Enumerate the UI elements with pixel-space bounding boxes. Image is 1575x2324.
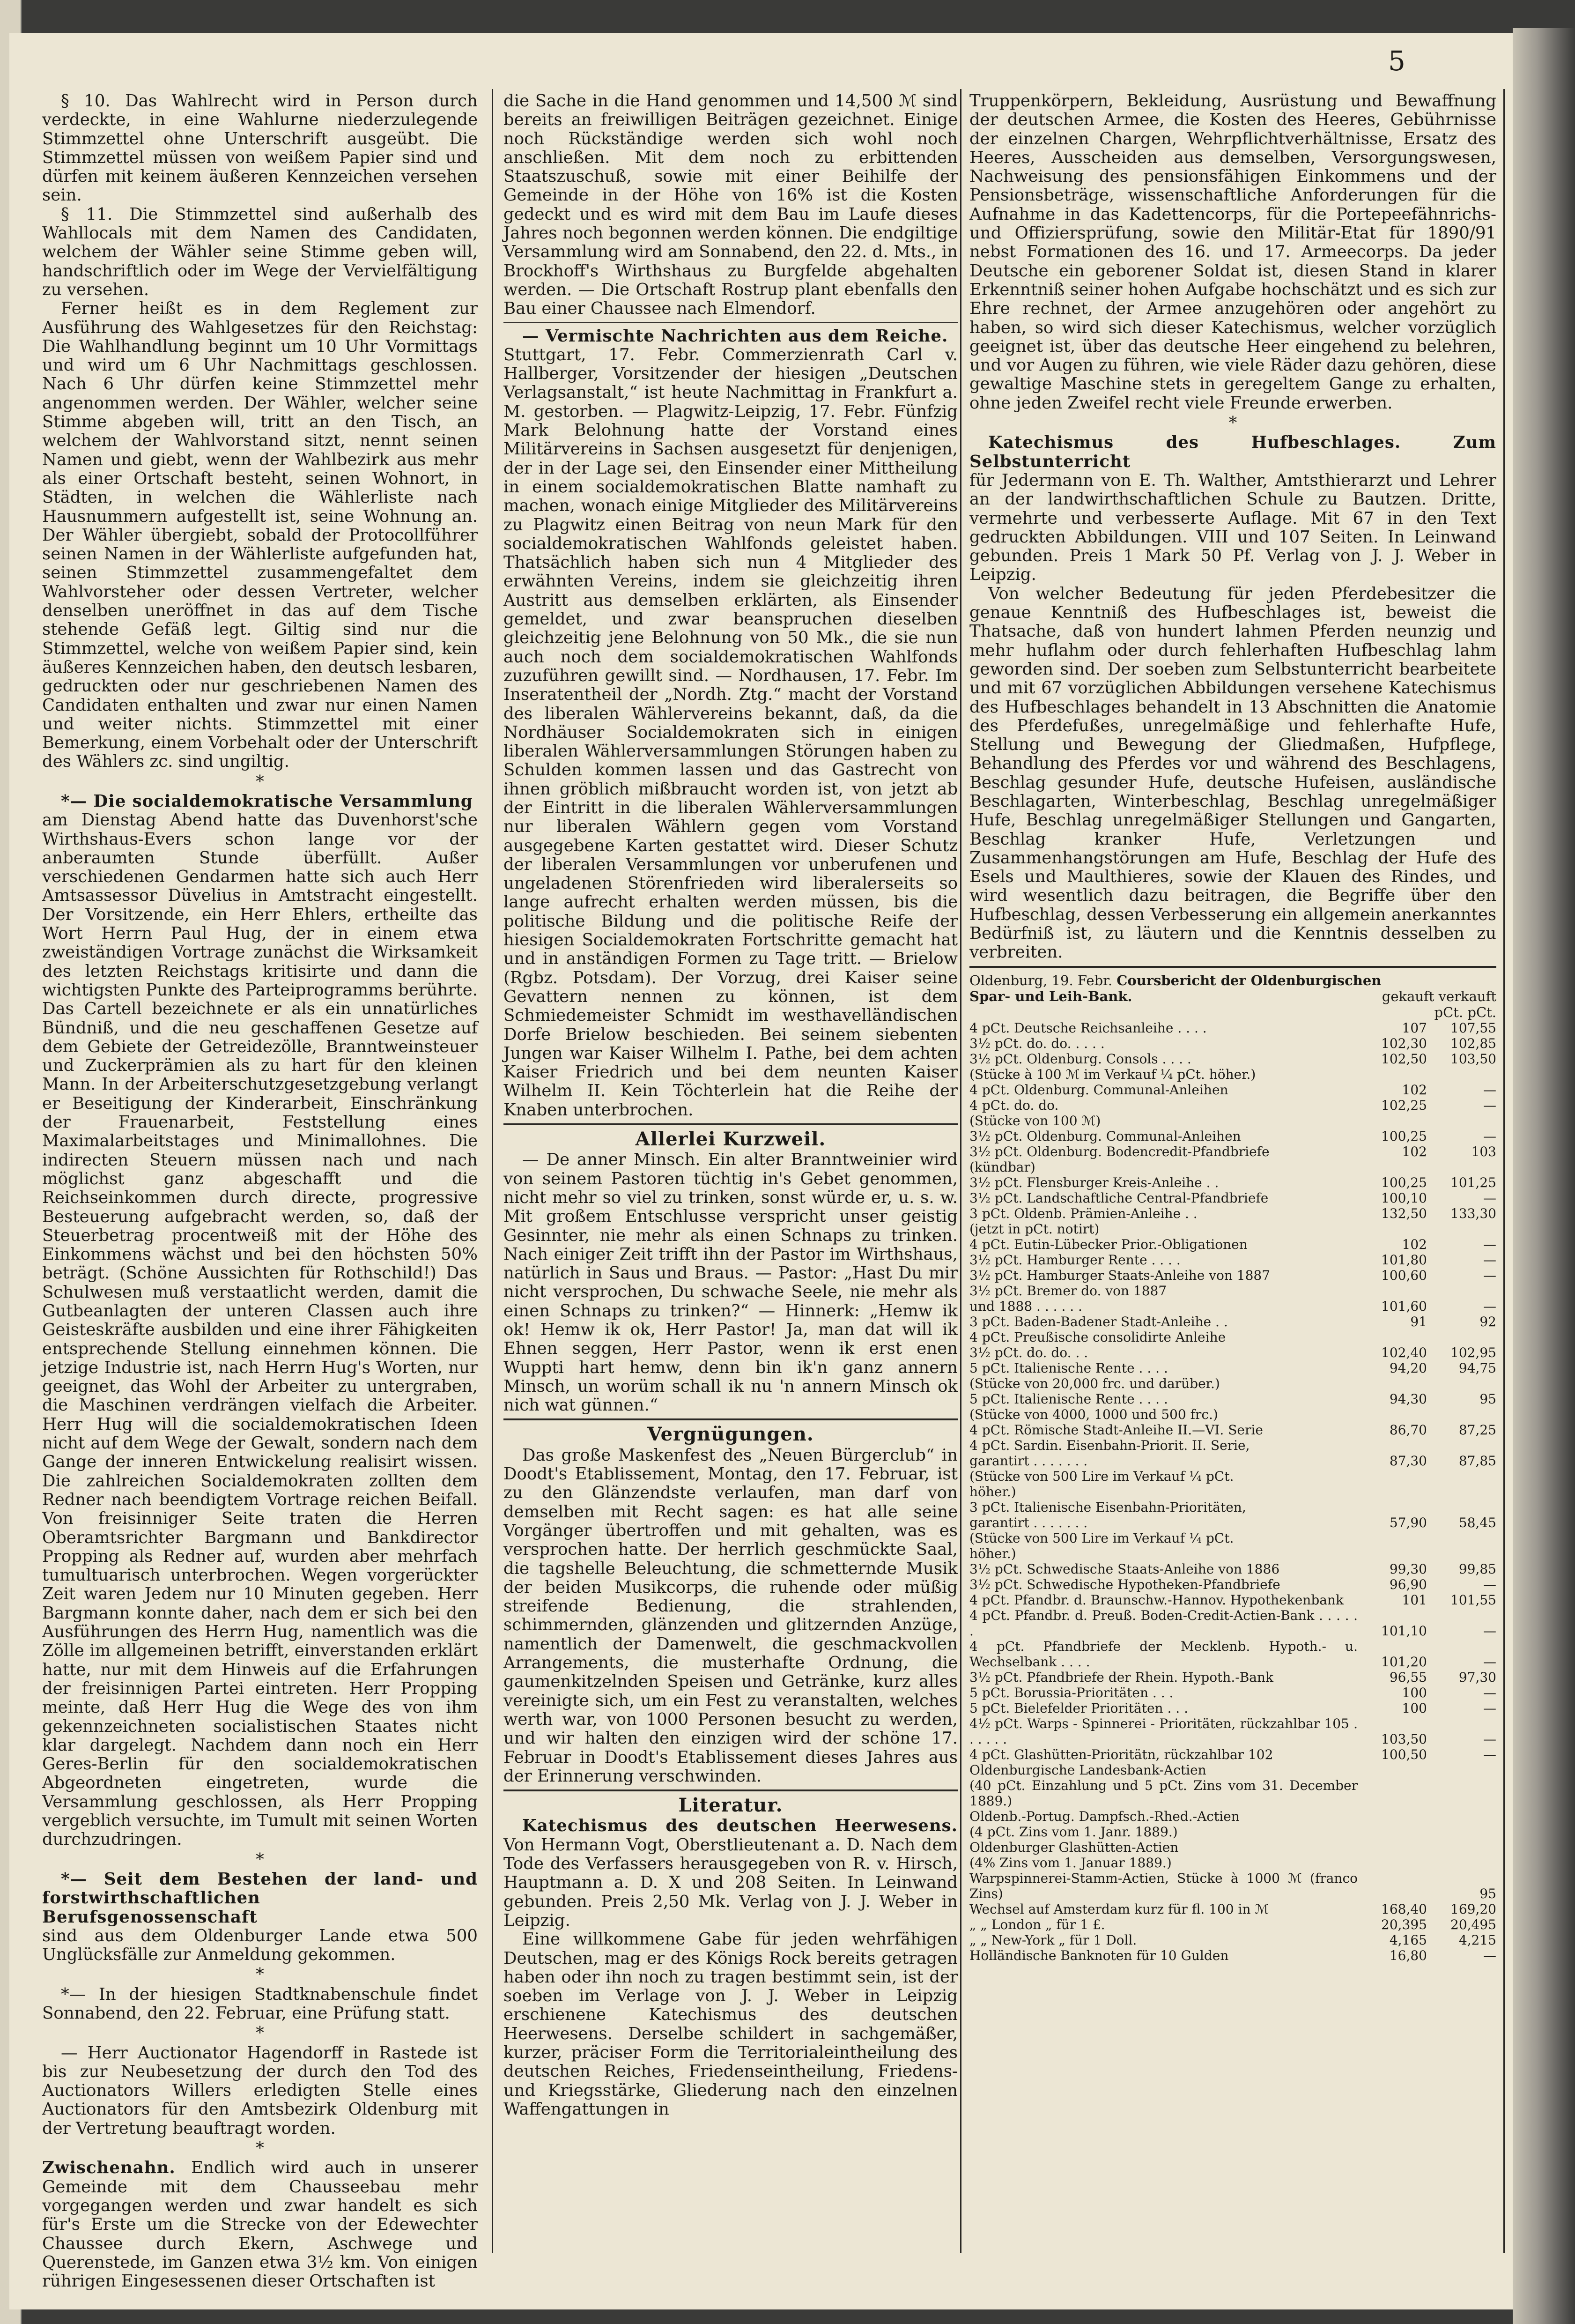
separator-star: * (256, 2138, 264, 2158)
paragraph: § 10. Das Wahlrecht wird in Person durch verdeckte, in eine Wahlurne niederzulegende Stimmzettel ohne Unterschrift ausgeübt. Die Stimmzettel müssen von weißem Papier sind und dürfen mit keinem äußeren Kennzeichen versehen sein. (42, 91, 478, 205)
heading-hufbeschlag: Katechismus des Hufbeschlages. Zum Selbstunterricht (969, 433, 1496, 471)
kurs-buy: 102,50 (1381, 1051, 1427, 1067)
kurs-name: „ „ London „ für 1 £. (969, 1916, 1105, 1932)
kurs-sell (1427, 1407, 1496, 1422)
kurs-sell: — (1483, 1685, 1496, 1700)
heading-zwischenahn: Zwischenahn. (42, 2158, 176, 2178)
kurs-buy (1358, 1762, 1427, 1778)
kurs-buy: 102 (1402, 1082, 1427, 1098)
kurs-name: 5 pCt. Italienische Rente . . . . (969, 1360, 1168, 1376)
kurs-buy: 103,50 (1381, 1731, 1427, 1747)
kurs-sell: — (1483, 1731, 1496, 1747)
kurs-name: (40 pCt. Einzahlung und 5 pCt. Zins vom 31. December 1889.) (969, 1777, 1358, 1809)
kurs-row (969, 1948, 1496, 1963)
kurs-sell: — (1483, 1623, 1496, 1639)
kurs-row (969, 1159, 1496, 1175)
kurs-buy: 102 (1402, 1143, 1427, 1159)
separator-star: * (1228, 413, 1237, 433)
kurs-sell (1427, 1855, 1496, 1871)
kurs-row (969, 1129, 1496, 1144)
column-3 (969, 92, 1496, 1963)
kurs-sell: 4,215 (1458, 1932, 1496, 1948)
kurs-columns: gekauft verkauft (1382, 988, 1496, 1004)
coursbericht-table (969, 1020, 1496, 1963)
kurs-row (969, 1252, 1496, 1268)
kurs-name: 3½ pCt. Oldenburg. Bodencredit-Pfandbriefe (969, 1143, 1270, 1159)
kurs-buy (1358, 1871, 1427, 1901)
kurs-row (969, 1221, 1496, 1237)
kurs-sell: 94,75 (1458, 1360, 1496, 1376)
kurs-row (969, 1500, 1496, 1515)
kurs-sell (1427, 1438, 1496, 1453)
kurs-buy (1358, 1500, 1427, 1515)
kurs-name: (Stücke à 100 ℳ im Verkauf ¼ pCt. höher.) (969, 1066, 1256, 1082)
kurs-name: (4% Zins vom 1. Januar 1889.) (969, 1855, 1172, 1871)
kurs-sell: — (1483, 1190, 1496, 1206)
book-edge (1513, 28, 1575, 2324)
kurs-name: Oldenburgische Landesbank-Actien (969, 1762, 1206, 1778)
kurs-title: Coursbericht der Oldenburgischen (1117, 972, 1382, 988)
kurs-name: (Stücke von 500 Lire im Verkauf ¼ pCt. (969, 1530, 1234, 1546)
kurs-name: 4 pCt. Pfandbriefe der Mecklenb. Hypoth.- u. Wechselbank . . . . (969, 1638, 1358, 1670)
divider (969, 966, 1496, 968)
paragraph: Ferner heißt es in dem Reglement zur Ausführung des Wahlgesetzes für den Reichstag: Die Wahlhandlung beginnt um 10 Uhr Vormittags und wird um 6 Uhr Nachmittags geschlossen. Nach 6 Uhr dürfen keine Stimmzettel mehr angenommen werden. Der Wähler, welcher seine Stimme abgeben will, tritt an den Tisch, an welchem der Wahlvorstand sitzt, nennt seinen Namen und giebt, wenn der Wahlbezirk aus mehr als einer Ortschaft besteht, seinen Wohnort, in Städten, in welchen die Wählerliste nach Hausnummern aufgestellt ist, seine Wohnung an. Der Wähler übergiebt, sobald der Protocollführer seinen Namen in der Wählerliste aufgefunden hat, seinen Stimmzettel zusammengefaltet dem Wahlvorsteher oder dessen Vertreter, welcher denselben uneröffnet in das auf dem Tische stehende Gefäß legt. Giltig sind nur die Stimmzettel, welche von weißem Papier sind, kein äußeres Kennzeichen haben, den deutsch lesbaren, gedruckten oder nur geschriebenen Namen des Candidaten enthalten und zwar nur einen Namen und weiter nichts. Stimmzettel mit einer Bemerkung, einem Vorbehalt oder der Unterschrift des Wählers zc. sind ungiltig. (42, 299, 478, 772)
kurs-row (969, 1113, 1496, 1129)
kurs-sell: 101,25 (1450, 1174, 1496, 1190)
kurs-sell: — (1483, 1576, 1496, 1592)
kurs-sell: 87,85 (1458, 1453, 1496, 1469)
kurs-buy: 100,60 (1381, 1267, 1427, 1283)
kurs-sell: — (1483, 1654, 1496, 1670)
kurs-row (969, 1932, 1496, 1948)
kurs-sell (1427, 1824, 1496, 1840)
kurs-buy: 99,30 (1389, 1561, 1427, 1577)
kurs-buy: 87,30 (1389, 1453, 1427, 1469)
kurs-buy (1358, 1809, 1427, 1824)
kurs-sell: 99,85 (1458, 1561, 1496, 1577)
paragraph: Das große Maskenfest des „Neuen Bürgerclub“ in Doodt's Etablissement, Montag, den 17. Februar, ist zu den Glänzendste verlaufen, man darf von demselben mit Recht sagen: es hat alle seine Vorgänger übertroffen und mit gehalten, was es versprochen hatte. Der herrlich geschmückte Saal, die tagshelle Beleuchtung, die schmetternde Musik der beiden Musikcorps, die ruhende oder müßig streifende Bedienung, die strahlenden, schimmernden, glänzenden und glitzernden Anzüge, namentlich der Damenwelt, die geschmackvollen Arrangements, die musterhafte Ordnung, die gaumenkitzelnden Speisen und Getränke, kurz alles vereinigte sich, um ein Fest zu veranstalten, welches werth war, von 1000 Personen besucht zu werden, und wir halten den einzigen wird der schöne 17. Februar in Doodt's Etablissement dieses Jahres aus der Erinnerung verschwinden. (503, 1445, 958, 1786)
kurs-sell (1427, 1840, 1496, 1855)
kurs-buy (1358, 1530, 1427, 1546)
kurs-buy: 4,165 (1389, 1932, 1427, 1948)
kurs-name: 4 pCt. Deutsche Reichsanleihe . . . . (969, 1020, 1207, 1036)
kurs-buy: 91 (1410, 1314, 1427, 1329)
kurs-name: 4 pCt. Pfandbr. d. Braunschw.-Hannov. Hypothekenbank (969, 1592, 1344, 1608)
kurs-buy: 96,90 (1389, 1576, 1427, 1592)
kurs-row (969, 1917, 1496, 1932)
kurs-sell: — (1483, 1128, 1496, 1144)
kurs-sell: 87,25 (1458, 1422, 1496, 1438)
paragraph: Stuttgart, 17. Febr. Commerzienrath Carl v. Hallberger, Vorsitzender der hiesigen „Deutschen Verlagsanstalt,“ ist heute Nachmittag in Frankfurt a. M. gestorben. — Plagwitz-Leipzig, 17. Febr. Fünfzig Mark Belohnung hatte der Vorstand eines Militärvereins in Sachsen ausgesetzt für denjenigen, der in der Lage sei, den Einsender einer Mittheilung in einem socialdemokratischen Blatte namhaft zu machen, wonach einige Mitglieder des Militärvereins zu Plagwitz einen Beitrag von neun Mark für den socialdemokratischen Wahlfonds geleistet haben. Thatsächlich haben sich nun 4 Mitglieder des erwähnten Vereins, indem sie gleichzeitig ihren Austritt aus demselben erklärten, als Einsender gemeldet, und zwar beanspruchen dieselben gleichzeitig jene Belohnung von 50 Mk., die sie nun auch noch dem socialdemokratischen Wahlfonds zuzuführen gewillt sind. — Nordhausen, 17. Febr. Im Inseratentheil der „Nordh. Ztg.“ macht der Vorstand des liberalen Wählervereins bekannt, daß, da die Nordhäuser Socialdemokraten sich in einigen liberalen Wählerversammlungen Störungen haben zu Schulden kommen lassen und das Gastrecht von ihnen gröblich mißbraucht worden ist, von jetzt ab der Eintritt in die liberalen Wählerversammlungen nur liberalen Wählern gegen vom Vorstand ausgegebene Karten gestattet wird. Dieser Schutz der liberalen Versammlungen vor unberufenen und ungeladenen Störenfrieden wird liberalerseits so lange aufrecht erhalten werden müssen, bis die politische Bildung und die politische Reife der hiesigen Socialdemokraten Fortschritte gemacht hat und in anständigen Formen zu Tage tritt. — Brielow (Rgbz. Potsdam). Der Vorzug, drei Kaiser seine Gevattern nennen zu können, ist dem Schmiedemeister Schmidt im westhavelländischen Dorfe Brielow beschieden. Bei seinem siebenten Jungen war Kaiser Wilhelm I. Pathe, bei dem achten Kaiser Friedrich und bei dem neunten Kaiser Wilhelm II. Kein Töchterlein hat die Reihe der Knaben unterbrochen. (503, 345, 958, 1120)
kurs-row (969, 1453, 1496, 1469)
kurs-row (969, 1639, 1496, 1670)
kurs-buy: 100 (1402, 1700, 1427, 1716)
kurs-row (969, 1407, 1496, 1422)
separator-star: * (256, 772, 264, 791)
kurs-sell (1427, 1329, 1496, 1345)
kurs-sell (1427, 1546, 1496, 1561)
kurs-date: Oldenburg, 19. Febr. (969, 972, 1113, 988)
kurs-buy: 101,80 (1381, 1252, 1427, 1268)
kurs-sell: 97,30 (1458, 1669, 1496, 1685)
heading-literatur: Literatur. (678, 1794, 783, 1817)
book-title: Katechismus des deutschen Heerwesens. (522, 1816, 958, 1836)
kurs-row (969, 1268, 1496, 1283)
kurs-row (969, 1036, 1496, 1051)
kurs-sell (1427, 1283, 1496, 1299)
kurs-row (969, 1299, 1496, 1314)
divider (503, 1789, 958, 1791)
newspaper-page (9, 33, 1513, 2309)
kurs-name: (kündbar) (969, 1159, 1035, 1175)
paragraph: Truppenkörpern, Bekleidung, Ausrüstung und Bewaffnung der deutschen Armee, die Kosten des Heeres, Gebührnisse der einzelnen Chargen, Wehrpflichtverhältnisse, Ersatz des Heeres, Ausscheiden aus demselben, Versorgungswesen, Nachweisung des pensionsfähigen Einkommens und der Pensionsbeträge, wissenschaftliche Anforderungen für die Aufnahme in das Kadettencorps, für die Portepeefähnrichs- und Offiziersprüfung, sowie den Militär-Etat für 1890/91 nebst Formationen des 16. und 17. Armeecorps. Da jeder Deutsche ein geborener Soldat ist, diesen Stand in klarer Erkenntniß seiner hohen Aufgabe hochschätzt und es sich zur Ehre rechnet, der Armee anzugehören oder angehört zu haben, so wird sich dieser Katechismus, welcher vorzüglich geeignet ist, über das deutsche Heer eingehend zu belehren, und vor Augen zu führen, wie viele Räder dazu gehören, diese gewaltige Maschine stets in geregeltem Gange zu erhalten, ohne jeden Zweifel recht viele Freunde erwerben. (969, 91, 1496, 413)
kurs-sell (1427, 1113, 1496, 1129)
kurs-row (969, 1762, 1496, 1778)
kurs-buy: 16,80 (1389, 1947, 1427, 1963)
paragraph: Eine willkommene Gabe für jeden wehrfähigen Deutschen, mag er des Königs Rock bereits getragen haben oder ihn noch zu tragen bestimmt sein, ist der soeben im Verlage von J. J. Weber in Leipzig erschienene Katechismus des deutschen Heerwesens. Derselbe schildert in sachgemäßer, kurzer, präciser Form die Territorialeintheilung des deutschen Reiches, Friedenseintheilung, Friedens- und Kriegsstärke, Gliederung nach den einzelnen Waffengattungen in (503, 1930, 958, 2119)
kurs-row (969, 1190, 1496, 1206)
kurs-row (969, 1314, 1496, 1329)
kurs-sell: 95 (1479, 1391, 1496, 1407)
kurs-name: (Stücke von 20,000 frc. und darüber.) (969, 1375, 1220, 1391)
paragraph: sind aus dem Oldenburger Lande etwa 500 Unglücksfälle zur Anmeldung gekommen. (42, 1926, 478, 1965)
kurs-sell: — (1483, 1700, 1496, 1716)
kurs-sell (1427, 1159, 1496, 1175)
kurs-row (969, 1438, 1496, 1453)
kurs-buy: 100,25 (1381, 1128, 1427, 1144)
paragraph-stadtknabenschule: *— In der hiesigen Stadtknabenschule findet Sonnabend, den 22. Februar, eine Prüfung statt. (42, 1984, 478, 2023)
kurs-name: 3 pCt. Italienische Eisenbahn-Prioritäten, (969, 1499, 1246, 1515)
kurs-buy: 100,25 (1381, 1174, 1427, 1190)
kurs-name: 3½ pCt. do. do. . . . . (969, 1035, 1105, 1051)
kurs-sell: 95 (1479, 1886, 1496, 1901)
kurs-row (969, 1824, 1496, 1840)
kurs-buy: 20,395 (1381, 1916, 1427, 1932)
kurs-row (969, 1484, 1496, 1500)
page-rule (1503, 89, 1505, 2253)
kurs-sell: — (1483, 1252, 1496, 1268)
kurs-name: Oldenb.-Portug. Dampfsch.-Rhed.-Actien (969, 1808, 1240, 1824)
paragraph: Von Hermann Vogt, Oberstlieutenant a. D. Nach dem Tode des Verfassers herausgegeben von R. v. Hirsch, Hauptmann a. D. X und 208 Seiten. In Leinwand gebunden. Preis 2,50 Mk. Verlag von J. J. Weber in Leipzig. (503, 1835, 958, 1930)
kurs-row (969, 1144, 1496, 1159)
kurs-name: 5 pCt. Italienische Rente . . . . (969, 1391, 1168, 1407)
paragraph: § 11. Die Stimmzettel sind außerhalb des Wahllocals mit dem Namen des Candidaten, welchem der Wähler seine Stimme geben will, handschriftlich oder im Wege der Vervielfältigung zu versehen. (42, 204, 478, 299)
kurs-buy: 101 (1402, 1592, 1427, 1608)
kurs-name: 3½ pCt. Bremer do. von 1887 (969, 1283, 1167, 1299)
kurs-row (969, 1376, 1496, 1391)
kurs-name: 3 pCt. Oldenb. Prämien-Anleihe . . (969, 1205, 1198, 1221)
kurs-buy: 107 (1402, 1020, 1427, 1036)
paragraph: Endlich wird auch in unserer Gemeinde mit dem Chausseebau mehr vorgegangen werden und zwar handelt es sich für's Erste um die Strecke von der Edewechter Chaussee durch Ekern, Aschwege und Querenstede, im Ganzen etwa 3½ km. Von einigen rührigen Eingesessenen dieser Ortschaften ist (42, 2158, 478, 2291)
kurs-row (969, 1329, 1496, 1345)
kurs-buy (1358, 1329, 1427, 1345)
kurs-name: 5 pCt. Borussia-Prioritäten . . . (969, 1685, 1174, 1700)
kurs-row (969, 1391, 1496, 1407)
coursbericht-header (969, 973, 1496, 1020)
kurs-row (969, 1546, 1496, 1561)
kurs-bank: Spar- und Leih-Bank. (969, 988, 1132, 1004)
kurs-buy (1358, 1113, 1427, 1129)
kurs-sell (1427, 1500, 1496, 1515)
divider (503, 322, 958, 323)
kurs-name: Holländische Banknoten für 10 Gulden (969, 1947, 1229, 1963)
kurs-row (969, 1206, 1496, 1221)
divider (503, 1123, 958, 1125)
kurs-buy: 100 (1402, 1685, 1427, 1700)
kurs-row (969, 1716, 1496, 1747)
paragraph: für Jedermann von E. Th. Walther, Amtsthierarzt und Lehrer an der landwirthschaftlichen Schule zu Bautzen. Dritte, vermehrte und verbesserte Auflage. Mit 67 in den Text gedruckten Abbildungen. VIII und 107 Seiten. In Leinwand gebunden. Preis 1 Mark 50 Pf. Verlag von J. J. Weber in Leipzig. (969, 470, 1496, 585)
kurs-row (969, 1469, 1496, 1484)
kurs-row (969, 1422, 1496, 1438)
kurs-buy (1358, 1840, 1427, 1855)
kurs-row (969, 1082, 1496, 1098)
kurs-buy: 102,40 (1381, 1344, 1427, 1360)
kurs-name: garantirt . . . . . . . (969, 1453, 1088, 1469)
kurs-row (969, 1020, 1496, 1036)
kurs-sell: 169,20 (1450, 1901, 1496, 1917)
kurs-buy: 132,50 (1381, 1205, 1427, 1221)
kurs-buy (1358, 1546, 1427, 1561)
kurs-buy (1358, 1824, 1427, 1840)
kurs-name: Oldenburger Glashütten-Actien (969, 1839, 1179, 1855)
heading-kurzweil: Allerlei Kurzweil. (635, 1128, 826, 1151)
kurs-sell: 101,55 (1450, 1592, 1496, 1608)
kurs-sell: — (1483, 1267, 1496, 1283)
kurs-buy (1358, 1221, 1427, 1237)
kurs-row (969, 1283, 1496, 1299)
separator-star: * (256, 2023, 264, 2043)
kurs-buy (1358, 1067, 1427, 1082)
kurs-sell (1427, 1809, 1496, 1824)
kurs-name: garantirt . . . . . . . (969, 1515, 1088, 1530)
kurs-buy: 94,20 (1389, 1360, 1427, 1376)
separator-star: * (256, 1965, 264, 1984)
kurs-name: (Stücke von 100 ℳ) (969, 1113, 1101, 1129)
kurs-name: höher.) (969, 1545, 1016, 1561)
kurs-row (969, 1747, 1496, 1762)
heading-social: *— Die socialdemokratische Versammlung (61, 791, 473, 811)
kurs-sell: — (1483, 1298, 1496, 1314)
paragraph: die Sache in die Hand genommen und 14,500 ℳ sind bereits an freiwilligen Beiträgen gezeichnet. Einige noch Rückständige werden sich wohl noch anschließen. Mit dem noch zu erbittenden Staatszuschuß, sowie mit einer Beihilfe der Gemeinde in der Höhe von 16% ist die Kosten gedeckt und es wird mit dem Bau im Laufe dieses Jahres noch begonnen werden können. Die endgiltige Versammlung wird am Sonnabend, den 22. d. Mts., in Brockhoff's Wirthshaus zu Burgfelde abgehalten werden. — Die Ortschaft Rostrup plant ebenfalls den Bau einer Chaussee nach Elmendorf. (503, 91, 958, 319)
paragraph: Von welcher Bedeutung für jeden Pferdebesitzer die genaue Kenntniß des Hufbeschlages ist, beweist die Thatsache, daß von hundert lahmen Pferden neunzig und mehr huflahm oder durch fehlerhaften Hufbeschlag lahm geworden sind. Der soeben zum Selbstunterricht bearbeitete und mit 67 vorzüglichen Abbildungen versehene Katechismus des Hufbeschlages behandelt in 13 Abschnitten die Anatomie des Pferdefußes, unregelmäßige und fehlerhafte Hufe, Stellung und Bewegung der Gliedmaßen, Hufpflege, Behandlung des Pferdes vor und während des Beschlagens, Beschlag gesunder Hufe, deutsche Hufeisen, ausländische Beschlagarten, Winterbeschlag, Beschlag unregelmäßiger Hufe, Beschlag unregelmäßiger Stellungen und Gangarten, Beschlag kranker Hufe, Verletzungen und Zusammenhangstörungen am Hufe, Beschlag der Hufe des Esels und Maulthieres, sowie der Klauen des Rindes, und wird wesentlich dazu beitragen, die Begriffe über den Hufbeschlag, dessen Verbesserung ein allgemein anerkanntes Bedürfniß ist, zu läutern und die Kenntnis desselben zu verbreiten. (969, 584, 1496, 962)
kurs-name: 3½ pCt. Hamburger Staats-Anleihe von 1887 (969, 1267, 1271, 1283)
kurs-row (969, 1855, 1496, 1871)
kurs-buy (1358, 1438, 1427, 1453)
kurs-buy: 102 (1402, 1236, 1427, 1252)
kurs-buy: 100,50 (1381, 1746, 1427, 1762)
kurs-sell: — (1483, 1236, 1496, 1252)
kurs-name: 3½ pCt. Landschaftliche Central-Pfandbriefe (969, 1190, 1269, 1206)
kurs-buy (1358, 1283, 1427, 1299)
kurs-sell: 92 (1479, 1314, 1496, 1329)
kurs-row (969, 1067, 1496, 1082)
kurs-name: 4 pCt. Pfandbr. d. Preuß. Boden-Credit-Actien-Bank . . . . . . (969, 1607, 1358, 1639)
kurs-buy (1358, 1407, 1427, 1422)
kurs-name: 5 pCt. Bielefelder Prioritäten . . . (969, 1700, 1188, 1716)
kurs-row (969, 1778, 1496, 1809)
kurs-buy (1358, 1855, 1427, 1871)
column-2 (503, 92, 958, 2119)
divider (503, 1418, 958, 1420)
column-rule (492, 89, 493, 2253)
kurs-buy: 57,90 (1389, 1515, 1427, 1530)
kurs-name: „ „ New-York „ für 1 Doll. (969, 1932, 1137, 1948)
kurs-name: Wechsel auf Amsterdam kurz für fl. 100 in ℳ (969, 1901, 1269, 1917)
kurs-sell: 102,85 (1450, 1035, 1496, 1051)
kurs-name: 4 pCt. do. do. (969, 1097, 1059, 1113)
kurs-name: 3½ pCt. Schwedische Hypotheken-Pfandbriefe (969, 1576, 1280, 1592)
kurs-sell (1427, 1469, 1496, 1484)
kurs-name: (Stücke von 4000, 1000 und 500 frc.) (969, 1406, 1218, 1422)
kurs-row (969, 1098, 1496, 1113)
kurs-buy: 101,10 (1381, 1623, 1427, 1639)
kurs-name: 3½ pCt. Hamburger Rente . . . . (969, 1252, 1181, 1268)
kurs-sell: 103 (1471, 1143, 1496, 1159)
kurs-buy: 94,30 (1389, 1391, 1427, 1407)
kurs-sell (1427, 1762, 1496, 1778)
page-number: 5 (1388, 45, 1405, 77)
kurs-row (969, 1345, 1496, 1360)
kurs-name: 4 pCt. Sardin. Eisenbahn-Priorit. II. Serie, (969, 1437, 1250, 1453)
kurs-row (969, 1530, 1496, 1546)
kurs-sell (1427, 1484, 1496, 1500)
kurs-buy: 101,60 (1381, 1298, 1427, 1314)
kurs-row (969, 1809, 1496, 1824)
kurs-name: Warpspinnerei-Stamm-Actien, Stücke à 1000 ℳ (franco Zins) (969, 1870, 1358, 1901)
kurs-name: (4 pCt. Zins vom 1. Janr. 1889.) (969, 1824, 1178, 1840)
kurs-name: 3½ pCt. Pfandbriefe der Rhein. Hypoth.-Bank (969, 1669, 1273, 1685)
kurs-name: 4 pCt. Preußische consolidirte Anleihe (969, 1329, 1226, 1345)
kurs-sell: 20,495 (1450, 1916, 1496, 1932)
kurs-row (969, 1175, 1496, 1190)
kurs-row (969, 1237, 1496, 1252)
kurs-row (969, 1871, 1496, 1901)
kurs-sell (1427, 1221, 1496, 1237)
kurs-buy (1358, 1376, 1427, 1391)
kurs-name: höher.) (969, 1484, 1016, 1500)
kurs-row (969, 1901, 1496, 1917)
kurs-sell: — (1483, 1947, 1496, 1963)
kurs-name: 3 pCt. Baden-Badener Stadt-Anleihe . . (969, 1314, 1228, 1329)
kurs-buy: 168,40 (1381, 1901, 1427, 1917)
kurs-name: 4½ pCt. Warps - Spinnerei - Prioritäten, rückzahlbar 105 . . . . . . (969, 1715, 1358, 1747)
kurs-buy: 102,30 (1381, 1035, 1427, 1051)
kurs-name: 3½ pCt. Oldenburg. Consols . . . . (969, 1051, 1191, 1067)
kurs-row (969, 1840, 1496, 1855)
kurs-row (969, 1515, 1496, 1530)
paragraph-auctionator: — Herr Auctionator Hagendorff in Rastede ist bis zur Neubesetzung der durch den Tod des Auctionators Willers erledigten Stelle eines Auctionators für den Amtsbezirk Oldenburg mit der Vertretung beauftragt worden. (42, 2043, 478, 2138)
kurs-name: 4 pCt. Eutin-Lübecker Prior.-Obligationen (969, 1236, 1248, 1252)
kurs-name: 3½ pCt. Schwedische Staats-Anleihe von 1886 (969, 1561, 1280, 1577)
kurs-row (969, 1700, 1496, 1716)
kurs-row (969, 1670, 1496, 1685)
kurs-name: 3½ pCt. do. do. . . (969, 1344, 1088, 1360)
kurs-sell: 103,50 (1450, 1051, 1496, 1067)
kurs-sell (1427, 1376, 1496, 1391)
heading-vermischte: — Vermischte Nachrichten aus dem Reiche. (522, 326, 948, 346)
heading-berufsgenossenschaft: *— Seit dem Bestehen der land- und forstwirthschaftlichen Berufsgenossenschaft (42, 1869, 478, 1927)
paragraph: am Dienstag Abend hatte das Duvenhorst'sche Wirthshaus-Evers schon lange vor der anberaumten Stunde überfüllt. Außer verschiedenen Gendarmen hatte sich auch Herr Amtsassessor Düvelius in Amtstracht eingestellt. Der Vorsitzende, ein Herr Ehlers, ertheilte das Wort Herrn Paul Hug, der in einem etwa zweiständigen Vortrage zunächst die Wirksamkeit des letzten Reichstags kritisirte und dann die wichtigsten Punkte des Parteiprogramms berührte. Das Cartell bezeichnete er als ein unnatürliches Bündniß, und die neu geschaffenen Gesetze auf dem Gebiete der Getreidezölle, Branntweinsteuer und Zuckerprämien als zu hart für den kleinen Mann. In der Arbeiterschutzgesetzgebung verlangt er Beseitigung der Kinderarbeit, Einschränkung der Frauenarbeit, Feststellung eines Maximalarbeitstages und Minimallohnes. Die indirecten Steuern müssen nach und nach möglichst ganz abgeschafft und die Reichseinkommen durch directe, progressive Besteuerung aufgebracht werden, so, daß der Steuerbetrag procentweiß mit der Höhe des Einkommens wächst und bei den höchsten 50% beträgt. (Schöne Aussichten für Rothschild!) Das Schulwesen muß verstaatlicht werden, damit die Gutbeanlagten der unteren Classen auch ihre Geisteskräfte ausbilden und eine ihrer Fähigkeiten entsprechende Stellung einnehmen können. Die jetzige Industrie ist, nach Herrn Hug's Worten, nur geeignet, das Wohl der Arbeiter zu untergraben, die Maschinen verdrängen vielfach die Arbeiter. Herr Hug will die socialdemokratischen Ideen nicht auf dem Wege der Gewalt, sondern nach dem Gange der inneren Entwickelung realisirt wissen. Die zahlreichen Socialdemokraten zollten dem Redner nach beendigtem Vortrage reichen Beifall. Von freisinniger Seite traten die Herren Oberamtsrichter Bargmann und Bankdirector Propping als Redner auf, wurden aber mehrfach tumultuarisch unterbrochen. Wegen vorgerückter Zeit waren Jedem nur 10 Minuten gegeben. Herr Bargmann konnte daher, nach dem er sich bei den Ausführungen des Herrn Hug, namentlich was die Zölle im allgemeinen betrifft, einverstanden erklärt hatte, nur mit dem Hinweis auf die Erfahrungen der freisinnigen Partei eintreten. Herr Propping meinte, daß Herr Hug die Wege des von ihm gekennzeichneten socialistischen Staates nicht klar dargelegt. Nachdem dann noch ein Herr Geres-Berlin für den socialdemokratischen Abgeordneten eingetreten, wurde die Versammlung geschlossen, als Herr Propping vergeblich versuchte, im Tumult mit seinen Worten durchzudringen. (42, 810, 478, 1849)
kurs-buy (1358, 1469, 1427, 1484)
kurs-sell: 102,95 (1450, 1344, 1496, 1360)
kurs-row (969, 1577, 1496, 1592)
kurs-buy: 96,55 (1389, 1669, 1427, 1685)
kurs-sell: — (1483, 1746, 1496, 1762)
kurs-sell (1427, 1067, 1496, 1082)
kurs-row (969, 1608, 1496, 1639)
column-rule (960, 89, 961, 2253)
kurs-row (969, 1360, 1496, 1376)
kurs-sell: — (1483, 1082, 1496, 1098)
kurs-row (969, 1051, 1496, 1067)
kurs-name: 4 pCt. Oldenburg. Communal-Anleihen (969, 1082, 1228, 1098)
kurs-sell: 107,55 (1450, 1020, 1496, 1036)
kurs-row (969, 1592, 1496, 1608)
kurs-name: 4 pCt. Glashütten-Prioritätn, rückzahlbar 102 (969, 1746, 1273, 1762)
kurs-sell: 133,30 (1450, 1205, 1496, 1221)
heading-vergnuegungen: Vergnügungen. (647, 1423, 814, 1446)
separator-star: * (256, 1849, 264, 1869)
kurs-buy: 100,10 (1381, 1190, 1427, 1206)
column-1 (42, 92, 478, 2291)
kurs-name: (Stücke von 500 Lire im Verkauf ¼ pCt. (969, 1468, 1234, 1484)
kurs-name: 4 pCt. Römische Stadt-Anleihe II.—VI. Serie (969, 1422, 1263, 1438)
kurs-buy: 102,25 (1381, 1097, 1427, 1113)
kurs-row (969, 1685, 1496, 1700)
paragraph: — De anner Minsch. Ein alter Branntweinier wird von seinem Pastoren tüchtig in's Gebet genommen, nicht mehr so viel zu trinken, sonst würde er, u. s. w. Mit großem Entschlusse verspricht unser geistig Gesinnter, nie mehr als einen Schnaps zu trinken. Nach einiger Zeit trifft ihn der Pastor im Wirthshaus, natürlich in Saus und Braus. — Pastor: „Hast Du mir nicht versprochen, Du schwache Seele, nie mehr als einen Schnaps zu trinken?“ — Hinnerk: „Hemw ik ok! Hemw ik ok, Herr Pastor! Ja, man dat will ik Ehnen seggen, Herr Pastor, wenn ik erst enen Wuppti hart hemw, denn bin ik'n ganz annern Minsch, un worüm schall ik nu 'n annern Minsch ok nich wat günnen.“ (503, 1150, 958, 1415)
kurs-buy: 101,20 (1381, 1654, 1427, 1670)
kurs-name: 3½ pCt. Flensburger Kreis-Anleihe . . (969, 1174, 1219, 1190)
kurs-sell (1427, 1530, 1496, 1546)
kurs-sell (1427, 1778, 1496, 1809)
kurs-buy (1358, 1159, 1427, 1175)
kurs-name: (jetzt in pCt. notirt) (969, 1221, 1100, 1237)
kurs-name: 3½ pCt. Oldenburg. Communal-Anleihen (969, 1128, 1241, 1144)
kurs-sell: 58,45 (1458, 1515, 1496, 1530)
kurs-buy (1358, 1778, 1427, 1809)
kurs-sell: — (1483, 1097, 1496, 1113)
kurs-buy: 86,70 (1389, 1422, 1427, 1438)
kurs-buy (1358, 1484, 1427, 1500)
kurs-units: pCt. pCt. (1434, 1004, 1496, 1020)
kurs-name: und 1888 . . . . . . (969, 1298, 1082, 1314)
kurs-row (969, 1561, 1496, 1577)
